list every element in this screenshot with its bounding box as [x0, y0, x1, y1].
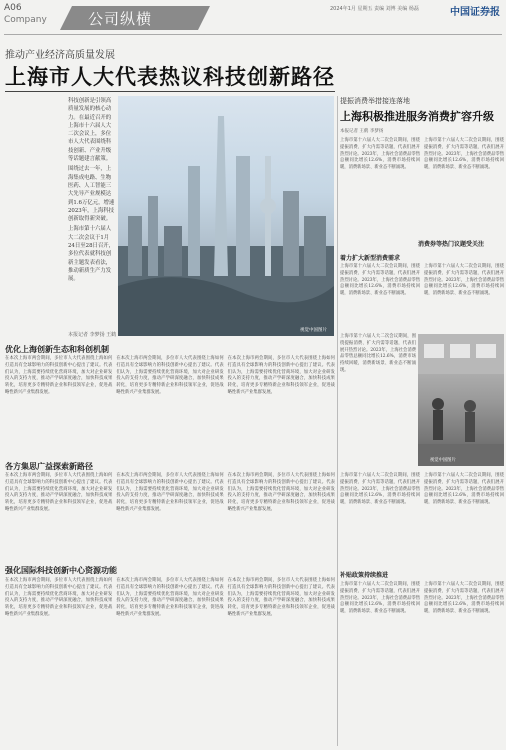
lead-column: [68, 97, 116, 286]
header-rule: [4, 34, 502, 35]
section-title: 公司纵横: [88, 10, 153, 28]
side-subhead-1: 着力扩大新型消费需求: [340, 255, 401, 262]
side-columns-1: [340, 138, 504, 248]
body-text: 在本次上海市两会期间，多位市人大代表围绕上海如何打造具有全球影响力的科技创新中心提出了建议。代表们认为，上海需要持续优化营商环境，加大对企业研发投入的支持力度，推动产学研深度融合，加快科技成果转化，培育更多专精特新企业和科技领军企业，促进战略性新兴产业集群发展。: [227, 356, 335, 395]
side-subhead-2: 消费券等热门议题受关注: [418, 241, 485, 248]
body-columns-2: [5, 473, 335, 553]
body-text: 上海市第十六届人大二次会议期间，围绕提振消费、扩大内需等话题，代表们展开热烈讨论。2023年，上海社会消费品零售总额同比增长12.6%，消费市场持续回暖，消费新场景、新业态不断涌现。: [340, 334, 416, 373]
body-text: 在本次上海市两会期间，多位市人大代表围绕上海如何打造具有全球影响力的科技创新中心提出了建议。代表们认为，上海需要持续优化营商环境，加大对企业研发投入的支持力度，推动产学研深度融合，加快科技成果转化，培育更多专精特新企业和科技领军企业，促进战略性新兴产业集群发展。: [227, 473, 335, 512]
skyline-photo: [118, 96, 334, 336]
photo-credit: 视觉中国图片: [300, 328, 327, 333]
body-columns-1: [5, 356, 335, 456]
page-code: A06: [4, 3, 22, 13]
edition-meta: 2024年1月 星期五 责编 刘博 美编 杨磊: [330, 6, 419, 12]
side-subhead-3: 补贴政策持续推进: [340, 572, 389, 579]
skyline-illustration: [118, 96, 334, 336]
body-text: 上海市第十六届人大二次会议期间，围绕提振消费、扩大内需等话题，代表们展开热烈讨论。2023年，上海社会消费品零售总额同比增长12.6%，消费市场持续回暖，消费新场景、新业态不断涌现。: [424, 138, 504, 171]
body-text: 在本次上海市两会期间，多位市人大代表围绕上海如何打造具有全球影响力的科技创新中心提出了建议。代表们认为，上海需要持续优化营商环境，加大对企业研发投入的支持力度，推动产学研深度融合，加快科技成果转化，培育更多专精特新企业和科技领军企业，促进战略性新兴产业集群发展。: [5, 356, 113, 395]
side-columns-5: [340, 582, 504, 742]
body-text: 在本次上海市两会期间，多位市人大代表围绕上海如何打造具有全球影响力的科技创新中心提出了建议。代表们认为，上海需要持续优化营商环境，加大对企业研发投入的支持力度，推动产学研深度融合，加快科技成果转化，培育更多专精特新企业和科技领军企业，促进战略性新兴产业集群发展。: [116, 578, 224, 617]
body-text: 上海市第十六届人大二次会议期间，围绕提振消费、扩大内需等话题，代表们展开热烈讨论。2023年，上海社会消费品零售总额同比增长12.6%，消费市场持续回暖，消费新场景、新业态不断涌现。: [340, 473, 420, 506]
body-text: 在本次上海市两会期间，多位市人大代表围绕上海如何打造具有全球影响力的科技创新中心提出了建议。代表们认为，上海需要持续优化营商环境，加大对企业研发投入的支持力度，推动产学研深度融合，加快科技成果转化，培育更多专精特新企业和科技领军企业，促进战略性新兴产业集群发展。: [227, 578, 335, 617]
body-columns-3: [5, 578, 335, 743]
body-text: 上海市第十六届人大二次会议期间，围绕提振消费、扩大内需等话题，代表们展开热烈讨论。2023年，上海社会消费品零售总额同比增长12.6%，消费市场持续回暖，消费新场景、新业态不断涌现。: [340, 138, 420, 171]
side-headline: 上海积极推进服务消费扩容升级: [340, 110, 494, 123]
body-text: 上海市第十六届人大二次会议期间，围绕提振消费、扩大内需等话题，代表们展开热烈讨论。2023年，上海社会消费品零售总额同比增长12.6%，消费市场持续回暖，消费新场景、新业态不断涌现。: [424, 582, 504, 615]
main-byline: 本报记者 李梦扬 王鹤: [68, 332, 117, 338]
side-photo-caption: 视觉中国图片: [430, 458, 456, 463]
page-header: [0, 0, 506, 38]
lead-paragraph: 科技创新是引领高质量发展的核心动力。在最近召开的上海市十六届人大二次会议上，多位市人大代表围绕科技创新、产业升级等话题建言献策。: [68, 98, 112, 163]
main-kicker: 推动产业经济高质量发展: [5, 50, 115, 61]
body-text: 上海市第十六届人大二次会议期间，围绕提振消费、扩大内需等话题，代表们展开热烈讨论。2023年，上海社会消费品零售总额同比增长12.6%，消费市场持续回暖，消费新场景、新业态不断涌现。: [340, 264, 420, 297]
subhead-3: 强化国际科技创新中心资源功能: [5, 566, 117, 575]
masthead-logo: 中国证券报: [450, 7, 500, 18]
body-text: 上海市第十六届人大二次会议期间，围绕提振消费、扩大内需等话题，代表们展开热烈讨论。2023年，上海社会消费品零售总额同比增长12.6%，消费市场持续回暖，消费新场景、新业态不断涌现。: [424, 264, 504, 297]
side-columns-3: [340, 334, 416, 464]
subhead-2: 各方集思广益探索新路径: [5, 462, 93, 471]
body-text: 在本次上海市两会期间，多位市人大代表围绕上海如何打造具有全球影响力的科技创新中心提出了建议。代表们认为，上海需要持续优化营商环境，加大对企业研发投入的支持力度，推动产学研深度融合，加快科技成果转化，培育更多专精特新企业和科技领军企业，促进战略性新兴产业集群发展。: [5, 473, 113, 512]
body-text: 在本次上海市两会期间，多位市人大代表围绕上海如何打造具有全球影响力的科技创新中心提出了建议。代表们认为，上海需要持续优化营商环境，加大对企业研发投入的支持力度，推动产学研深度融合，加快科技成果转化，培育更多专精特新企业和科技领军企业，促进战略性新兴产业集群发展。: [5, 578, 113, 617]
body-text: 在本次上海市两会期间，多位市人大代表围绕上海如何打造具有全球影响力的科技创新中心提出了建议。代表们认为，上海需要持续优化营商环境，加大对企业研发投入的支持力度，推动产学研深度融合，加快科技成果转化，培育更多专精特新企业和科技领军企业，促进战略性新兴产业集群发展。: [116, 356, 224, 395]
lead-paragraph: 围绕过去一年，上海集成电路、生物医药、人工智能三大先导产业规模达到1.6万亿元，增速2023年，上海科技创新取得新突破。: [68, 166, 115, 223]
side-kicker: 提振消费举措接连落地: [340, 97, 410, 105]
shopping-illustration: [418, 334, 504, 466]
subhead-1: 优化上海创新生态和科创机制: [5, 345, 109, 354]
body-text: 在本次上海市两会期间，多位市人大代表围绕上海如何打造具有全球影响力的科技创新中心提出了建议。代表们认为，上海需要持续优化营商环境，加大对企业研发投入的支持力度，推动产学研深度融合，加快科技成果转化，培育更多专精特新企业和科技领军企业，促进战略性新兴产业集群发展。: [116, 473, 224, 512]
body-text: 上海市第十六届人大二次会议期间，围绕提振消费、扩大内需等话题，代表们展开热烈讨论。2023年，上海社会消费品零售总额同比增长12.6%，消费市场持续回暖，消费新场景、新业态不断涌现。: [424, 473, 504, 506]
main-headline: 上海市人大代表热议科技创新路径: [5, 65, 335, 89]
side-columns-2: [340, 264, 504, 328]
column-divider: [337, 96, 338, 746]
section-english: Company: [4, 15, 47, 25]
side-columns-4: [340, 473, 504, 568]
lead-paragraph: 上海市第十六届人大二次会议于1月24日至28日召开，多位代表就科技创新主题发表看法，推动新质生产力发展。: [68, 226, 115, 283]
side-byline: 本报记者 王鹤 李梦扬: [340, 129, 384, 134]
body-text: 上海市第十六届人大二次会议期间，围绕提振消费、扩大内需等话题，代表们展开热烈讨论。2023年，上海社会消费品零售总额同比增长12.6%，消费市场持续回暖，消费新场景、新业态不断涌现。: [340, 582, 420, 615]
headline-rule: [5, 91, 335, 92]
shopping-photo: [418, 334, 504, 466]
